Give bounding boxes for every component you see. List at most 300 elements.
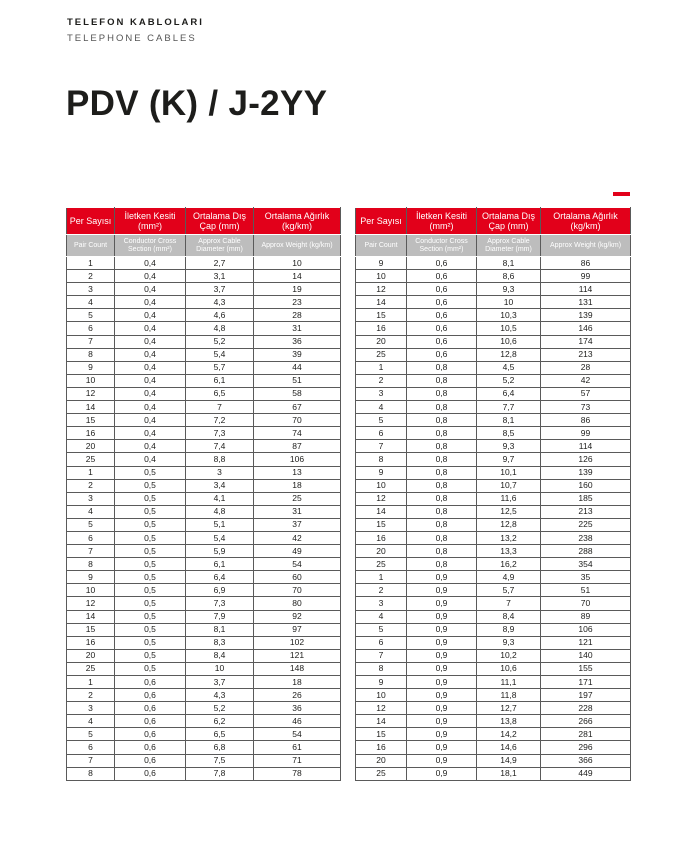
table-row (67, 283, 341, 296)
cell-pair-count: 6 (67, 531, 115, 544)
table-row (356, 715, 631, 728)
cell-diameter: 6,4 (477, 387, 541, 400)
cell-cross-section: 0,6 (115, 728, 186, 741)
cell-weight: 49 (254, 545, 341, 558)
table-row (67, 335, 341, 348)
cell-pair-count: 5 (67, 518, 115, 531)
cell-pair-count: 1 (67, 257, 115, 270)
cell-pair-count: 3 (67, 283, 115, 296)
cell-pair-count: 20 (356, 335, 407, 348)
cell-diameter: 5,4 (186, 531, 254, 544)
cell-weight: 70 (254, 584, 341, 597)
table-row (356, 309, 631, 322)
cell-pair-count: 1 (67, 466, 115, 479)
cell-weight: 54 (254, 558, 341, 571)
cell-weight: 74 (254, 427, 341, 440)
header-weight-tr: Ortalama Ağırlık (kg/km) (541, 208, 631, 235)
cell-pair-count: 7 (67, 754, 115, 767)
cell-pair-count: 20 (356, 754, 407, 767)
table-row (67, 453, 341, 466)
cell-diameter: 7,5 (186, 754, 254, 767)
cell-pair-count: 8 (67, 348, 115, 361)
table-row (67, 401, 341, 414)
cell-pair-count: 14 (356, 505, 407, 518)
cell-pair-count: 5 (67, 309, 115, 322)
cell-diameter: 4,3 (186, 689, 254, 702)
cell-cross-section: 0,4 (115, 427, 186, 440)
cell-diameter: 5,1 (186, 518, 254, 531)
cell-cross-section: 0,8 (407, 401, 477, 414)
cell-weight: 197 (541, 689, 631, 702)
cell-weight: 37 (254, 518, 341, 531)
table-row (356, 466, 631, 479)
table-row (67, 676, 341, 689)
cell-cross-section: 0,8 (407, 440, 477, 453)
cell-cross-section: 0,6 (407, 296, 477, 309)
cell-diameter: 3,4 (186, 479, 254, 492)
cell-weight: 73 (541, 401, 631, 414)
cell-pair-count: 12 (356, 492, 407, 505)
cell-cross-section: 0,5 (115, 623, 186, 636)
cell-diameter: 18,1 (477, 767, 541, 780)
cell-pair-count: 20 (67, 440, 115, 453)
cell-cross-section: 0,4 (115, 270, 186, 283)
cell-pair-count: 4 (67, 715, 115, 728)
cell-weight: 296 (541, 741, 631, 754)
cell-pair-count: 25 (67, 662, 115, 675)
cell-weight: 18 (254, 479, 341, 492)
cell-diameter: 10 (477, 296, 541, 309)
cell-cross-section: 0,6 (407, 348, 477, 361)
cell-weight: 146 (541, 322, 631, 335)
cell-pair-count: 6 (356, 636, 407, 649)
cell-diameter: 9,3 (477, 440, 541, 453)
cell-diameter: 3,7 (186, 676, 254, 689)
cell-weight: 99 (541, 270, 631, 283)
cell-weight: 57 (541, 387, 631, 400)
cell-weight: 18 (254, 676, 341, 689)
table-row (356, 453, 631, 466)
header-pair-count-en: Pair Count (67, 235, 115, 257)
table-row (356, 558, 631, 571)
table-row (356, 414, 631, 427)
table-row (356, 597, 631, 610)
cell-diameter: 6,1 (186, 374, 254, 387)
cell-weight: 449 (541, 767, 631, 780)
cell-cross-section: 0,5 (115, 492, 186, 505)
cell-diameter: 14,6 (477, 741, 541, 754)
cell-cross-section: 0,9 (407, 728, 477, 741)
cell-pair-count: 8 (67, 767, 115, 780)
cell-weight: 51 (254, 374, 341, 387)
cell-weight: 174 (541, 335, 631, 348)
table-row (67, 466, 341, 479)
cell-weight: 71 (254, 754, 341, 767)
cell-diameter: 14,2 (477, 728, 541, 741)
cell-weight: 42 (254, 531, 341, 544)
cell-cross-section: 0,8 (407, 545, 477, 558)
cell-diameter: 9,3 (477, 636, 541, 649)
cell-pair-count: 3 (356, 387, 407, 400)
cell-weight: 70 (254, 414, 341, 427)
cell-diameter: 16,2 (477, 558, 541, 571)
cell-pair-count: 1 (356, 361, 407, 374)
cell-diameter: 10,6 (477, 335, 541, 348)
cell-weight: 288 (541, 545, 631, 558)
cell-weight: 67 (254, 401, 341, 414)
cell-weight: 54 (254, 728, 341, 741)
cell-cross-section: 0,8 (407, 361, 477, 374)
table-row (356, 545, 631, 558)
cell-cross-section: 0,8 (407, 387, 477, 400)
cell-diameter: 2,7 (186, 257, 254, 270)
cell-pair-count: 3 (356, 597, 407, 610)
cell-cross-section: 0,9 (407, 636, 477, 649)
cell-cross-section: 0,4 (115, 401, 186, 414)
table-row (356, 571, 631, 584)
table-row (67, 662, 341, 675)
cell-pair-count: 4 (356, 401, 407, 414)
cell-weight: 97 (254, 623, 341, 636)
cell-weight: 281 (541, 728, 631, 741)
cell-weight: 26 (254, 689, 341, 702)
cell-pair-count: 15 (67, 414, 115, 427)
table-row (356, 531, 631, 544)
cell-diameter: 7,3 (186, 597, 254, 610)
cell-pair-count: 8 (356, 453, 407, 466)
cell-diameter: 4,8 (186, 322, 254, 335)
cell-diameter: 11,8 (477, 689, 541, 702)
cell-weight: 126 (541, 453, 631, 466)
cell-weight: 171 (541, 676, 631, 689)
cell-pair-count: 12 (67, 597, 115, 610)
cell-weight: 35 (541, 571, 631, 584)
cell-cross-section: 0,9 (407, 676, 477, 689)
cell-weight: 60 (254, 571, 341, 584)
table-row (67, 309, 341, 322)
cell-pair-count: 4 (67, 505, 115, 518)
table-row (67, 597, 341, 610)
table-row (356, 584, 631, 597)
cell-diameter: 8,5 (477, 427, 541, 440)
table-row (356, 270, 631, 283)
cell-cross-section: 0,8 (407, 427, 477, 440)
table-row (356, 335, 631, 348)
cell-pair-count: 10 (67, 584, 115, 597)
header-diameter-en: Approx Cable Diameter (mm) (186, 235, 254, 257)
table-row (67, 440, 341, 453)
cell-weight: 139 (541, 466, 631, 479)
cell-cross-section: 0,6 (115, 702, 186, 715)
header-row-tr (356, 208, 631, 235)
cell-pair-count: 25 (356, 558, 407, 571)
table-row (67, 545, 341, 558)
cell-weight: 106 (254, 453, 341, 466)
cell-weight: 78 (254, 767, 341, 780)
cell-cross-section: 0,5 (115, 610, 186, 623)
header-weight-en: Approx Weight (kg/km) (541, 235, 631, 257)
cell-diameter: 6,8 (186, 741, 254, 754)
cell-diameter: 7,3 (186, 427, 254, 440)
cell-diameter: 6,1 (186, 558, 254, 571)
cell-cross-section: 0,9 (407, 689, 477, 702)
cell-cross-section: 0,5 (115, 584, 186, 597)
cell-pair-count: 25 (67, 453, 115, 466)
cell-pair-count: 16 (356, 741, 407, 754)
cell-pair-count: 16 (356, 531, 407, 544)
cell-cross-section: 0,9 (407, 662, 477, 675)
cell-cross-section: 0,5 (115, 479, 186, 492)
cell-pair-count: 5 (356, 414, 407, 427)
cell-weight: 160 (541, 479, 631, 492)
category-label-en: TELEPHONE CABLES (67, 33, 197, 44)
table-row (356, 767, 631, 780)
cell-cross-section: 0,8 (407, 479, 477, 492)
cell-cross-section: 0,4 (115, 348, 186, 361)
cell-cross-section: 0,6 (115, 754, 186, 767)
table-row (67, 715, 341, 728)
cell-weight: 266 (541, 715, 631, 728)
cell-weight: 28 (541, 361, 631, 374)
table-row (356, 689, 631, 702)
cell-cross-section: 0,4 (115, 414, 186, 427)
cell-weight: 46 (254, 715, 341, 728)
cell-diameter: 8,1 (477, 257, 541, 270)
cell-weight: 366 (541, 754, 631, 767)
cell-cross-section: 0,5 (115, 531, 186, 544)
cell-cross-section: 0,5 (115, 662, 186, 675)
cell-pair-count: 10 (356, 689, 407, 702)
cell-cross-section: 0,6 (407, 322, 477, 335)
cell-weight: 36 (254, 702, 341, 715)
cell-diameter: 8,1 (477, 414, 541, 427)
table-row (356, 754, 631, 767)
cell-diameter: 4,3 (186, 296, 254, 309)
cell-cross-section: 0,4 (115, 309, 186, 322)
table-row (67, 348, 341, 361)
table-row (67, 479, 341, 492)
table-row (67, 322, 341, 335)
header-diameter-tr: Ortalama Dış Çap (mm) (477, 208, 541, 235)
cell-diameter: 7,4 (186, 440, 254, 453)
table-row (67, 296, 341, 309)
cell-weight: 28 (254, 309, 341, 322)
cell-cross-section: 0,5 (115, 518, 186, 531)
cell-pair-count: 12 (356, 702, 407, 715)
cell-diameter: 6,2 (186, 715, 254, 728)
cell-cross-section: 0,8 (407, 374, 477, 387)
table-row (67, 767, 341, 780)
cell-pair-count: 5 (356, 623, 407, 636)
cell-diameter: 4,1 (186, 492, 254, 505)
cell-diameter: 7,7 (477, 401, 541, 414)
cell-weight: 238 (541, 531, 631, 544)
cell-weight: 80 (254, 597, 341, 610)
spec-table-left (66, 207, 341, 781)
spec-table-right-body (356, 257, 631, 781)
cell-weight: 99 (541, 427, 631, 440)
cell-diameter: 6,5 (186, 387, 254, 400)
table-row (67, 518, 341, 531)
cell-diameter: 12,7 (477, 702, 541, 715)
table-row (67, 387, 341, 400)
cell-weight: 114 (541, 440, 631, 453)
cell-weight: 121 (541, 636, 631, 649)
cell-pair-count: 7 (67, 335, 115, 348)
cell-weight: 228 (541, 702, 631, 715)
cell-pair-count: 2 (67, 479, 115, 492)
cell-weight: 213 (541, 348, 631, 361)
cell-diameter: 4,9 (477, 571, 541, 584)
table-row (356, 296, 631, 309)
cell-diameter: 6,9 (186, 584, 254, 597)
cell-diameter: 8,4 (477, 610, 541, 623)
cell-pair-count: 6 (67, 322, 115, 335)
cell-diameter: 8,1 (186, 623, 254, 636)
cell-pair-count: 1 (356, 571, 407, 584)
cell-diameter: 12,8 (477, 348, 541, 361)
cell-diameter: 10 (186, 662, 254, 675)
cell-cross-section: 0,9 (407, 702, 477, 715)
cell-cross-section: 0,9 (407, 597, 477, 610)
cell-weight: 140 (541, 649, 631, 662)
table-row (356, 676, 631, 689)
cell-cross-section: 0,5 (115, 636, 186, 649)
cell-diameter: 9,7 (477, 453, 541, 466)
cell-diameter: 8,8 (186, 453, 254, 466)
cell-weight: 23 (254, 296, 341, 309)
cell-diameter: 5,7 (477, 584, 541, 597)
table-row (356, 702, 631, 715)
cell-weight: 139 (541, 309, 631, 322)
cell-pair-count: 14 (356, 715, 407, 728)
table-row (356, 257, 631, 270)
cell-diameter: 5,2 (477, 374, 541, 387)
cell-pair-count: 2 (67, 270, 115, 283)
cell-pair-count: 9 (67, 361, 115, 374)
cell-cross-section: 0,6 (407, 283, 477, 296)
cell-cross-section: 0,5 (115, 466, 186, 479)
cell-pair-count: 9 (356, 257, 407, 270)
cell-cross-section: 0,5 (115, 649, 186, 662)
table-row (67, 584, 341, 597)
table-row (356, 322, 631, 335)
cell-pair-count: 10 (67, 374, 115, 387)
cell-diameter: 4,5 (477, 361, 541, 374)
table-row (67, 414, 341, 427)
table-row (356, 361, 631, 374)
table-row (356, 741, 631, 754)
cell-cross-section: 0,5 (115, 571, 186, 584)
cell-diameter: 5,2 (186, 702, 254, 715)
cell-diameter: 7,8 (186, 767, 254, 780)
cell-pair-count: 4 (356, 610, 407, 623)
cell-weight: 51 (541, 584, 631, 597)
page-title: PDV (K) / J-2YY (66, 84, 328, 123)
cell-diameter: 7 (477, 597, 541, 610)
cell-diameter: 10,1 (477, 466, 541, 479)
cell-weight: 36 (254, 335, 341, 348)
category-label-tr: TELEFON KABLOLARI (67, 17, 204, 28)
cell-cross-section: 0,9 (407, 623, 477, 636)
cell-pair-count: 9 (67, 571, 115, 584)
cell-diameter: 14,9 (477, 754, 541, 767)
cell-weight: 19 (254, 283, 341, 296)
cell-cross-section: 0,4 (115, 283, 186, 296)
cell-cross-section: 0,9 (407, 767, 477, 780)
cell-diameter: 8,9 (477, 623, 541, 636)
cell-cross-section: 0,4 (115, 374, 186, 387)
cell-cross-section: 0,6 (115, 676, 186, 689)
cell-cross-section: 0,6 (407, 335, 477, 348)
cell-pair-count: 12 (356, 283, 407, 296)
table-row (356, 623, 631, 636)
cell-cross-section: 0,8 (407, 531, 477, 544)
cell-pair-count: 25 (356, 348, 407, 361)
cell-diameter: 4,6 (186, 309, 254, 322)
cell-diameter: 8,3 (186, 636, 254, 649)
cell-cross-section: 0,9 (407, 649, 477, 662)
cell-cross-section: 0,6 (115, 689, 186, 702)
cell-diameter: 6,4 (186, 571, 254, 584)
header-cross-section-tr: İletken Kesiti (mm²) (407, 208, 477, 235)
header-pair-count-tr: Per Sayısı (67, 208, 115, 235)
table-row (67, 649, 341, 662)
cell-cross-section: 0,8 (407, 453, 477, 466)
cell-pair-count: 8 (67, 558, 115, 571)
cell-pair-count: 9 (356, 676, 407, 689)
header-cross-section-en: Conductor Cross Section (mm²) (115, 235, 186, 257)
table-row (67, 361, 341, 374)
cell-weight: 213 (541, 505, 631, 518)
cell-weight: 92 (254, 610, 341, 623)
cell-pair-count: 3 (67, 702, 115, 715)
cell-pair-count: 1 (67, 676, 115, 689)
cell-pair-count: 15 (356, 309, 407, 322)
cell-pair-count: 12 (67, 387, 115, 400)
cell-diameter: 8,6 (477, 270, 541, 283)
cell-diameter: 12,5 (477, 505, 541, 518)
cell-pair-count: 15 (356, 518, 407, 531)
cell-weight: 89 (541, 610, 631, 623)
cell-cross-section: 0,5 (115, 545, 186, 558)
header-diameter-en: Approx Cable Diameter (mm) (477, 235, 541, 257)
table-row (356, 387, 631, 400)
table-row (356, 427, 631, 440)
cell-weight: 39 (254, 348, 341, 361)
table-row (356, 440, 631, 453)
cell-cross-section: 0,4 (115, 361, 186, 374)
cell-pair-count: 9 (356, 466, 407, 479)
cell-cross-section: 0,8 (407, 558, 477, 571)
table-row (356, 374, 631, 387)
cell-cross-section: 0,6 (407, 270, 477, 283)
cell-pair-count: 20 (356, 545, 407, 558)
cell-diameter: 10,3 (477, 309, 541, 322)
cell-diameter: 7,9 (186, 610, 254, 623)
table-row (356, 636, 631, 649)
header-cross-section-tr: İletken Kesiti (mm²) (115, 208, 186, 235)
cell-cross-section: 0,8 (407, 466, 477, 479)
cell-pair-count: 6 (67, 741, 115, 754)
table-row (67, 741, 341, 754)
cell-diameter: 6,5 (186, 728, 254, 741)
cell-diameter: 9,3 (477, 283, 541, 296)
cell-cross-section: 0,6 (115, 767, 186, 780)
cell-cross-section: 0,5 (115, 505, 186, 518)
table-row (67, 610, 341, 623)
cell-weight: 86 (541, 414, 631, 427)
